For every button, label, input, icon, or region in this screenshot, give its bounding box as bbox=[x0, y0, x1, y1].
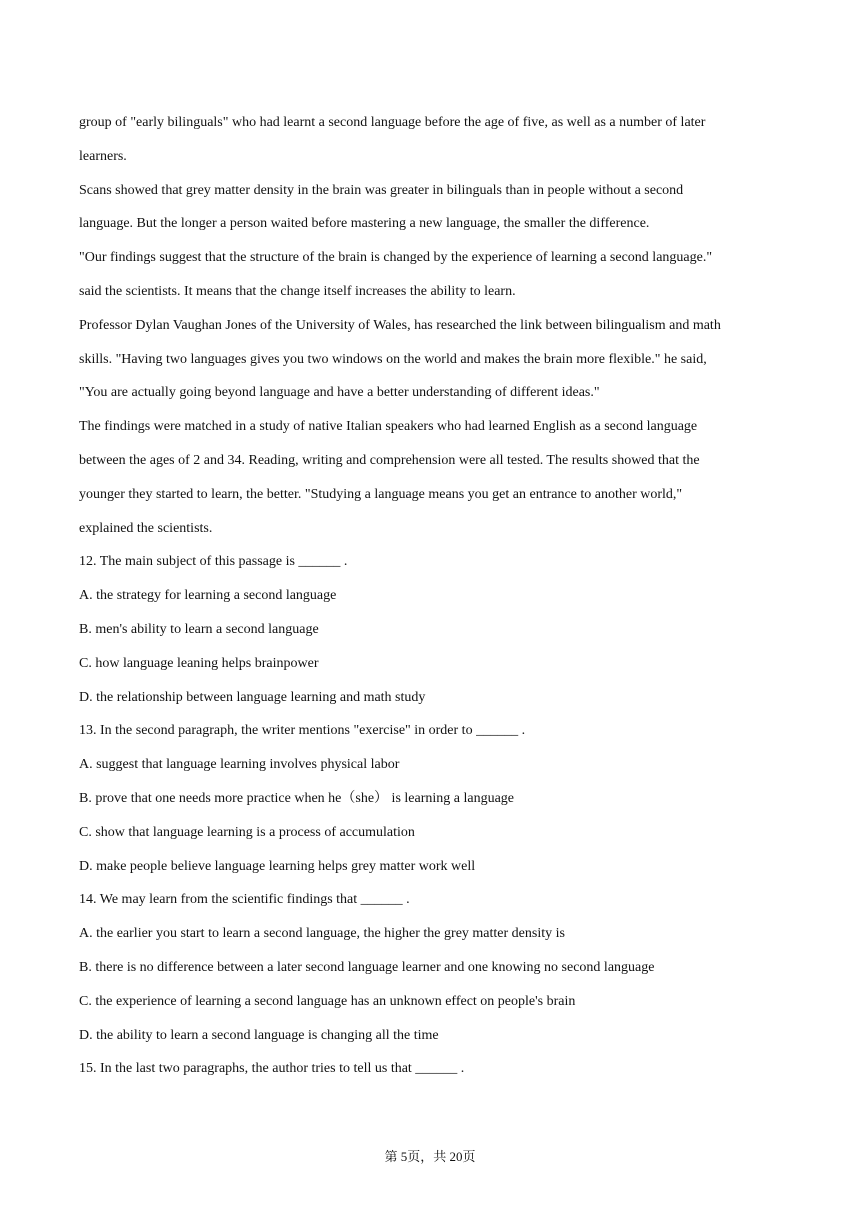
answer-option-c: C. show that language learning is a process of accumulation bbox=[79, 824, 415, 840]
passage-line: language. But the longer a person waited before mastering a new language, the smaller the difference. bbox=[79, 216, 650, 232]
question-stem: 12. The main subject of this passage is ______ . bbox=[79, 554, 348, 570]
passage-line: group of "early bilinguals" who had learnt a second language before the age of five, as well as a number of later bbox=[79, 115, 706, 130]
passage-line: The findings were matched in a study of native Italian speakers who had learned English as a second language bbox=[79, 419, 698, 435]
document-body bbox=[79, 106, 789, 1086]
passage-line: explained the scientists. bbox=[79, 520, 213, 536]
page-number-footer: 第 5页，共 20页 bbox=[384, 1149, 476, 1164]
passage-line: between the ages of 2 and 34. Reading, writing and comprehension were all tested. The results showed that the bbox=[79, 452, 700, 468]
passage-line: Professor Dylan Vaughan Jones of the University of Wales, has researched the link between bilingualism and math bbox=[79, 317, 721, 333]
question-stem: 13. In the second paragraph, the writer mentions "exercise" in order to ______ . bbox=[79, 723, 526, 739]
answer-option-a: A. the strategy for learning a second language bbox=[79, 588, 337, 604]
passage bbox=[79, 106, 789, 545]
question-14 bbox=[79, 883, 789, 1052]
answer-option-a: A. the earlier you start to learn a second language, the higher the grey matter density is bbox=[79, 926, 565, 942]
answer-option-d: D. make people believe language learning helps grey matter work well bbox=[79, 858, 476, 874]
question-13 bbox=[79, 714, 789, 883]
answer-option-a: A. suggest that language learning involves physical labor bbox=[79, 757, 400, 773]
question-stem: 15. In the last two paragraphs, the author tries to tell us that ______ . bbox=[79, 1061, 465, 1077]
answer-option-b: B. prove that one needs more practice when he（she） is learning a language bbox=[79, 790, 515, 806]
passage-line: younger they started to learn, the better. "Studying a language means you get an entrance to another world," bbox=[79, 486, 683, 502]
passage-line: skills. "Having two languages gives you two windows on the world and makes the brain more flexible." he said, bbox=[79, 351, 707, 367]
question-15 bbox=[79, 1052, 789, 1086]
answer-option-b: B. men's ability to learn a second language bbox=[79, 621, 319, 637]
answer-option-d: D. the relationship between language learning and math study bbox=[79, 689, 426, 705]
passage-line: "You are actually going beyond language and have a better understanding of different ideas." bbox=[79, 385, 600, 401]
passage-line: Scans showed that grey matter density in the brain was greater in bilinguals than in people without a second bbox=[79, 182, 684, 198]
passage-line: said the scientists. It means that the change itself increases the ability to learn. bbox=[79, 283, 516, 299]
question-stem: 14. We may learn from the scientific findings that ______ . bbox=[79, 892, 410, 908]
question-12 bbox=[79, 545, 789, 714]
answer-option-c: C. how language leaning helps brainpower bbox=[79, 655, 319, 671]
passage-line: "Our findings suggest that the structure of the brain is changed by the experience of learning a second language." bbox=[79, 250, 713, 266]
answer-option-c: C. the experience of learning a second language has an unknown effect on people's brain bbox=[79, 993, 576, 1009]
passage-line: learners. bbox=[79, 148, 127, 164]
answer-option-d: D. the ability to learn a second language is changing all the time bbox=[79, 1027, 439, 1043]
answer-option-b: B. there is no difference between a later second language learner and one knowing no second language bbox=[79, 959, 655, 975]
